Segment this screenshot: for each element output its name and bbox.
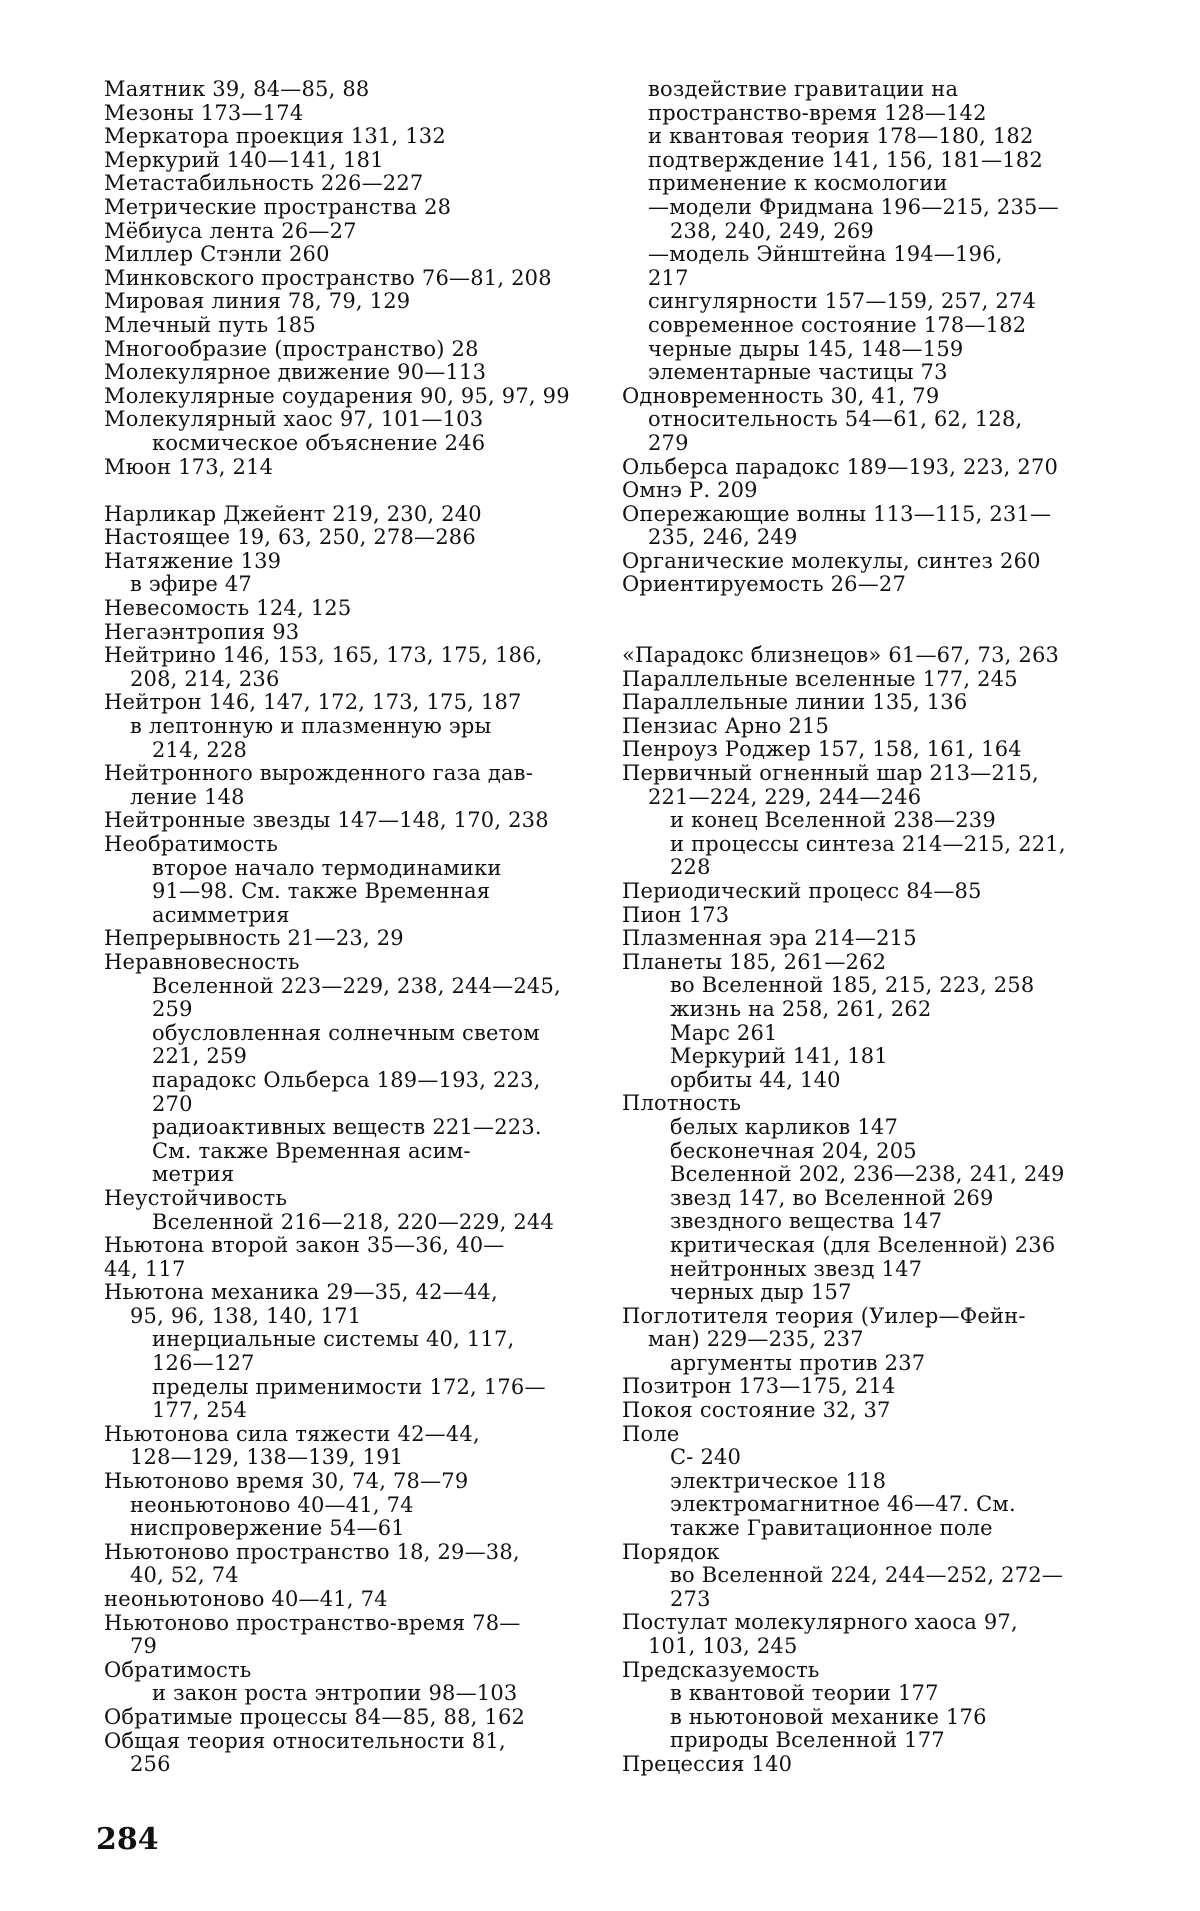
index-entry: пространство-время 128—142 [648,100,987,125]
index-entry: Ньютоново пространство 18, 29—38, [104,1539,520,1564]
index-entry: аргументы против 237 [670,1350,926,1375]
index-entry: Плотность [622,1091,742,1116]
index-entry: Общая теория относительности 81, [104,1728,506,1753]
index-entry: Плазменная эра 214—215 [622,926,917,951]
index-entry: Минковского пространство 76—81, 208 [104,265,552,290]
index-entry: также Гравитационное поле [670,1516,993,1541]
index-entry: Мезоны 173—174 [104,100,304,125]
index-entry: инерциальные системы 40, 117, [152,1327,515,1352]
index-entry: звезд 147, во Вселенной 269 [670,1185,994,1210]
index-entry: Многообразие (пространство) 28 [104,336,479,361]
index-entry: 44, 117 [104,1256,186,1281]
index-entry: Меркурий 141, 181 [670,1044,888,1069]
index-entry: сингулярности 157—159, 257, 274 [648,289,1037,314]
index-entry: Пензиас Арно 215 [622,713,830,738]
index-entry: С- 240 [670,1445,742,1470]
index-entry: нейтронных звезд 147 [670,1256,923,1281]
index-entry: Негаэнтропия 93 [104,619,300,644]
index-entry: 128—129, 138—139, 191 [130,1445,404,1470]
index-entry: в квантовой теории 177 [670,1681,939,1706]
index-entry: 91—98. См. также Временная [152,879,491,904]
index-entry: современное состояние 178—182 [648,312,1027,337]
index-entry: 221, 259 [152,1044,248,1069]
index-column-left [104,78,574,1777]
index-entry: Параллельные вселенные 177, 245 [622,666,1018,691]
index-entry: Прецессия 140 [622,1751,793,1776]
index-entry: «Парадокс близнецов» 61—67, 73, 263 [622,643,1060,668]
section-gap [104,479,574,503]
index-entry: Ньютоново время 30, 74, 78—79 [104,1469,469,1494]
index-entry: и квантовая теория 178—180, 182 [648,124,1034,149]
index-entry: метрия [152,1162,235,1187]
index-entry: Нейтронного вырожденного газа дав- [104,761,533,786]
index-entry: асимметрия [152,902,290,927]
index-entry: и закон роста энтропии 98—103 [152,1681,518,1706]
index-entry: Молекулярный хаос 97, 101—103 [104,407,484,432]
index-entry: Мировая линия 78, 79, 129 [104,289,411,314]
index-entry: черные дыры 145, 148—159 [648,336,964,361]
index-entry: 228 [670,855,711,880]
index-entry: Натяжение 139 [104,548,282,573]
index-entry: 279 [648,430,689,455]
index-entry: Опережающие волны 113—115, 231— [622,501,1052,526]
index-entry: Ольберса парадокс 189—193, 223, 270 [622,454,1059,479]
index-entry: Меркурий 140—141, 181 [104,147,384,172]
index-entry: Нейтрино 146, 153, 165, 173, 175, 186, [104,643,543,668]
index-entry: обусловленная солнечным светом [152,1020,540,1045]
index-entry: 217 [648,265,689,290]
index-entry: неоньютоново 40—41, 74 [130,1492,414,1517]
index-entry: Омнэ Р. 209 [622,478,758,503]
index-entry: электромагнитное 46—47. См. [670,1492,1016,1517]
index-entry: Органические молекулы, синтез 260 [622,548,1041,573]
index-entry: 256 [130,1752,171,1777]
index-entry: Ориентируемость 26—27 [622,572,907,597]
index-entry: Одновременность 30, 41, 79 [622,383,940,408]
index-entry: Обратимые процессы 84—85, 88, 162 [104,1704,526,1729]
index-entry: —модели Фридмана 196—215, 235— [648,194,1059,219]
index-entry: Неравновесность [104,949,300,974]
index-entry: и процессы синтеза 214—215, 221, [670,831,1066,856]
index-entry: Мюон 173, 214 [104,454,274,479]
index-entry: 40, 52, 74 [130,1563,239,1588]
index-entry: Ньютоново пространство-время 78— [104,1610,521,1635]
index-entry: применение к космологии [648,171,948,196]
index-entry: Непрерывность 21—23, 29 [104,926,404,951]
index-entry: в эфире 47 [130,572,252,597]
index-entry: Покоя состояние 32, 37 [622,1398,891,1423]
index-entry: Ньютона второй закон 35—36, 40— [104,1233,505,1258]
index-entry: пределы применимости 172, 176— [152,1374,546,1399]
index-entry: 221—224, 229, 244—246 [648,784,922,809]
index-entry: черных дыр 157 [670,1280,852,1305]
index-entry: во Вселенной 224, 244—252, 272— [670,1563,1064,1588]
index-entry: космическое объяснение 246 [152,430,486,455]
index-entry: Молекулярные соударения 90, 95, 97, 99 [104,383,570,408]
index-entry: Планеты 185, 261—262 [622,949,887,974]
index-entry: ниспровержение 54—61 [130,1516,405,1541]
index-entry: критическая (для Вселенной) 236 [670,1232,1056,1257]
index-entry: белых карликов 147 [670,1114,899,1139]
index-entry: Поглотителя теория (Уилер—Фейн- [622,1303,1026,1328]
index-entry: Вселенной 202, 236—238, 241, 249 [670,1162,1065,1187]
index-entry: подтверждение 141, 156, 181—182 [648,147,1043,172]
index-entry: неоньютоново 40—41, 74 [104,1587,388,1611]
index-entry: ман) 229—235, 237 [648,1327,864,1352]
index-entry: в ньютоновой механике 176 [670,1704,987,1729]
index-entry: Метастабильность 226—227 [104,171,424,196]
index-entry: ление 148 [130,784,245,809]
index-entry: Периодический процесс 84—85 [622,879,982,903]
index-entry: 238, 240, 249, 269 [670,218,874,243]
index-entry: во Вселенной 185, 215, 223, 258 [670,973,1035,998]
index-entry: 208, 214, 236 [130,666,280,691]
index-entry: элементарные частицы 73 [648,360,948,385]
index-entry: 126—127 [152,1351,255,1376]
index-entry: бесконечная 204, 205 [670,1138,917,1163]
index-entry: и конец Вселенной 238—239 [670,808,996,833]
index-entry: Нейтрон 146, 147, 172, 173, 175, 187 [104,690,522,715]
index-entry: орбиты 44, 140 [670,1067,841,1092]
index-entry: в лептонную и плазменную эры [130,714,492,739]
index-entry: Мёбиуса лента 26—27 [104,218,357,243]
index-entry: относительность 54—61, 62, 128, [648,407,1023,432]
index-entry: Вселенной 216—218, 220—229, 244 [152,1209,555,1234]
index-entry: 270 [152,1091,193,1116]
index-entry: второе начало термодинамики [152,855,502,880]
index-entry: См. также Временная асим- [152,1138,471,1163]
index-column-right [622,78,1102,1777]
index-entry: воздействие гравитации на [648,77,959,101]
index-entry: Поле [622,1421,680,1446]
index-entry: электрическое 118 [670,1468,887,1493]
index-entry: парадокс Ольберса 189—193, 223, [152,1067,541,1092]
index-entry: Необратимость [104,832,278,856]
index-entry: Пион 173 [622,902,730,927]
index-entry: 79 [130,1634,158,1659]
index-entry: 177, 254 [152,1398,248,1423]
index-entry: радиоактивных веществ 221—223. [152,1115,542,1140]
index-entry: Нарликар Джейент 219, 230, 240 [104,501,482,526]
index-entry: Метрические пространства 28 [104,194,452,219]
index-entry: Миллер Стэнли 260 [104,242,330,267]
index-entry: 235, 246, 249 [648,525,798,550]
index-entry: Млечный путь 185 [104,312,316,337]
index-entry: Параллельные линии 135, 136 [622,690,968,715]
index-entry: 101, 103, 245 [648,1634,798,1658]
index-entry: Маятник 39, 84—85, 88 [104,77,370,101]
index-entry: 273 [670,1586,711,1611]
index-entry: Ньютона механика 29—35, 42—44, [104,1280,498,1305]
index-entry: Предсказуемость [622,1657,820,1682]
index-entry: Ньютонова сила тяжести 42—44, [104,1421,480,1446]
index-entry: Пенроуз Роджер 157, 158, 161, 164 [622,737,1022,762]
index-entry: Молекулярное движение 90—113 [104,360,487,385]
index-entry: Неустойчивость [104,1185,288,1210]
index-entry: Невесомость 124, 125 [104,596,352,621]
index-entry: Позитрон 173—175, 214 [622,1374,896,1399]
index-entry: Вселенной 223—229, 238, 244—245, [152,973,561,998]
index-entry: Настоящее 19, 63, 250, 278—286 [104,525,476,550]
index-entry: Марс 261 [670,1020,778,1045]
index-entry: 259 [152,997,193,1022]
index-entry: Постулат молекулярного хаоса 97, [622,1610,1018,1635]
section-gap [622,597,1102,644]
index-entry: 95, 96, 138, 140, 171 [130,1303,362,1328]
index-entry: Обратимость [104,1657,252,1682]
index-entry: Первичный огненный шар 213—215, [622,761,1039,786]
index-entry: природы Вселенной 177 [670,1728,945,1753]
index-entry: жизнь на 258, 261, 262 [670,996,932,1021]
index-entry: звездного вещества 147 [670,1209,943,1234]
index-entry: 214, 228 [152,737,248,762]
index-entry: Нейтронные звезды 147—148, 170, 238 [104,808,549,833]
page-number: 284 [96,1822,159,1857]
index-entry: Порядок [622,1539,720,1564]
index-entry: Меркатора проекция 131, 132 [104,124,446,149]
index-entry: —модель Эйнштейна 194—196, [648,242,1003,267]
